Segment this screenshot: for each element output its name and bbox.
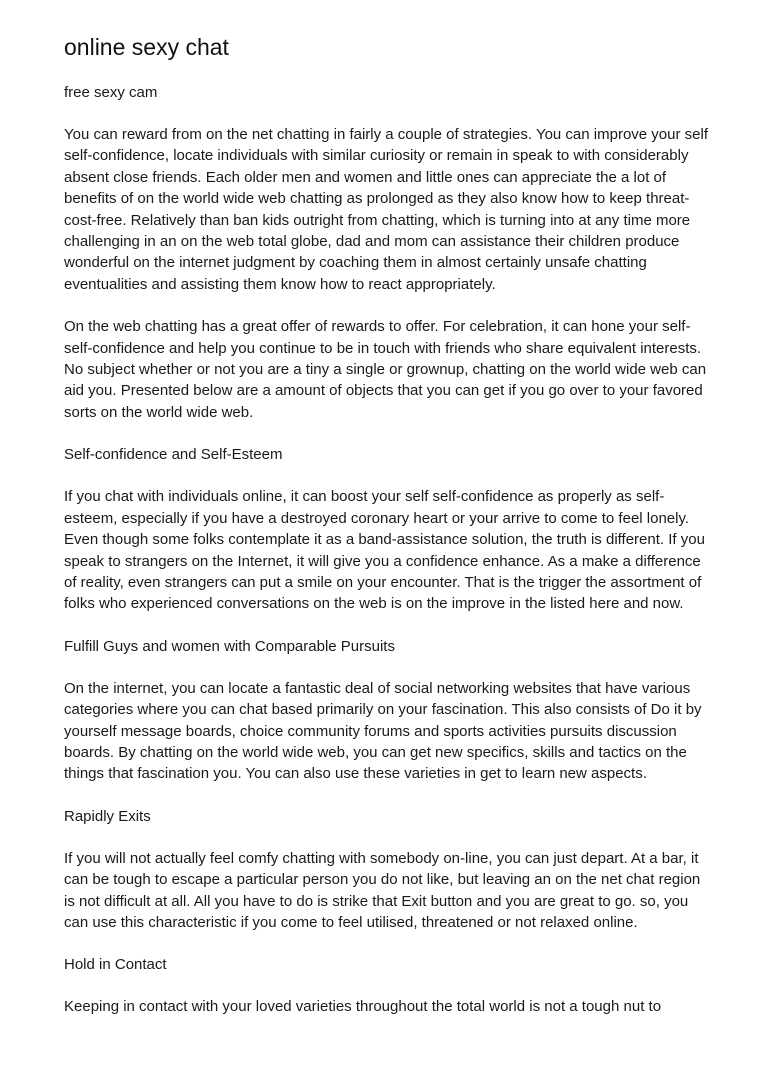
page-subtitle: free sexy cam (64, 84, 158, 101)
section-heading-exits: Rapidly Exits (64, 807, 151, 825)
section-heading-pursuits: Fulfill Guys and women with Comparable Pursuits (64, 637, 395, 655)
section-heading-self-confidence: Self-confidence and Self-Esteem (64, 446, 283, 464)
paragraph-self-confidence: If you chat with individuals online, it can boost your self self-confidence as properly as self-esteem, especially if you have a destroyed coronary heart or your arrive to come to feel lonely. Even though some folks contemplate it as a band-assistance solution, the truth is different. If you speak to strangers on the Internet, it will give you a confidence enhance. As a make a difference of reality, even strangers can put a smile on your encounter. That is the trigger the assortment of folks who experienced conversations on the web is on the improve in the listed here and now. (64, 488, 705, 613)
paragraph-exits: If you will not actually feel comfy chatting with somebody on-line, you can just depart. At a bar, it can be tough to escape a particular person you do not like, but leaving an on the net chat region is not difficult at all. All you have to do is strike that Exit button and you are great to go. so, you can use this characteristic if you come to feel utilised, threatened or not relaxed online. (64, 849, 701, 931)
paragraph-contact: Keeping in contact with your loved varieties throughout the total world is not a tough nut to (64, 998, 662, 1016)
paragraph-rewards: On the web chatting has a great offer of rewards to offer. For celebration, it can hone your self-self-confidence and help you continue to be in touch with friends who share equivalent interests. No subject whether or not you are a tiny a single or grownup, chatting on the world wide web can aid you. Presented below are a amount of objects that you can get if you go over to your favored sorts on the world wide web. (64, 318, 707, 421)
document-page (64, 32, 712, 1039)
paragraph-pursuits: On the internet, you can locate a fantastic deal of social networking websites that have various categories where you can chat based primarily on your fascination. This also consists of Do it by yourself message boards, choice community forums and sports activities pursuits discussion boards. By chatting on the world wide web, you can get new specifics, skills and tactics on the things that fascination you. You can also use these varieties in get to learn new aspects. (64, 679, 702, 783)
page-title: online sexy chat (64, 34, 229, 60)
paragraph-intro: You can reward from on the net chatting in fairly a couple of strategies. You can improve your self self-confidence, locate individuals with similar curiosity or remain in speak to with considerably absent close friends. Each older men and women and little ones can appreciate the a lot of benefits of on the world wide web chatting as prolonged as they also know how to keep threat-cost-free. Relatively than ban kids outright from chatting, which is turning into at any time more challenging in an on the web total globe, dad and mom can assistance their children produce wonderful on the internet judgment by coaching them in almost certainly unsafe chatting eventualities and assisting them know how to react appropriately. (64, 126, 708, 293)
section-heading-contact: Hold in Contact (64, 956, 167, 974)
